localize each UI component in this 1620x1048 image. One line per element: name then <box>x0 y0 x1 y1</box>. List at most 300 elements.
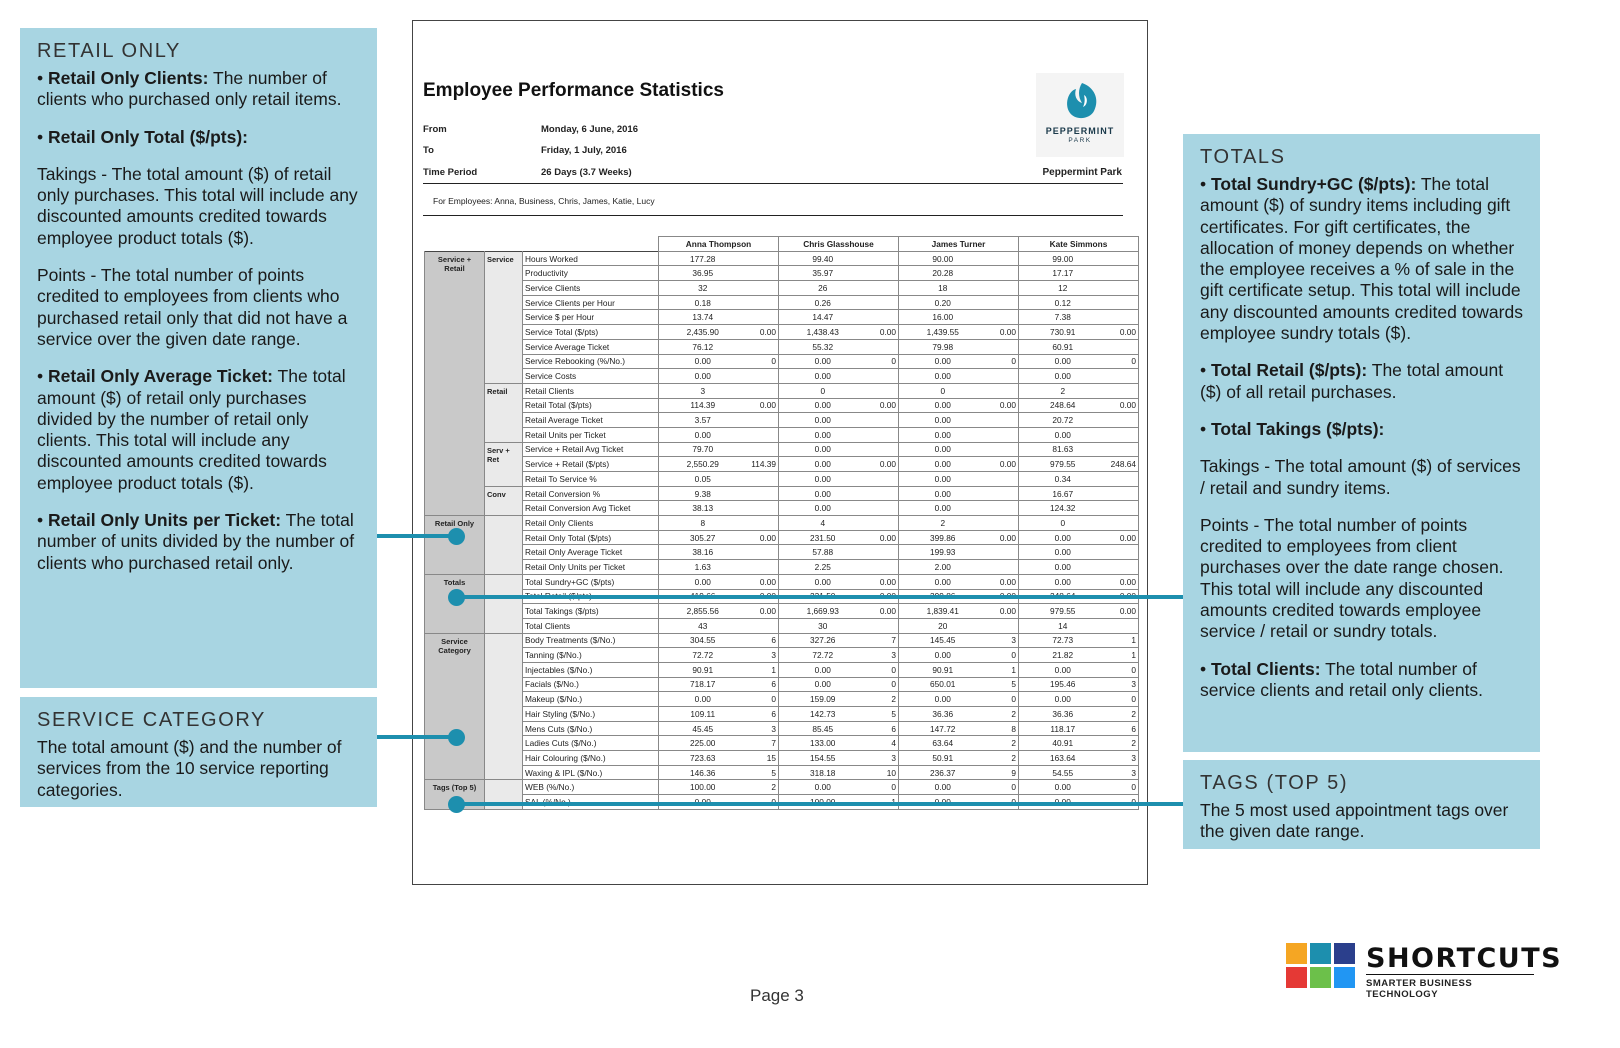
table-row <box>425 765 1139 780</box>
metric-value: 99.40 <box>779 251 867 266</box>
metric-points: 15 <box>747 751 779 766</box>
metric-label: WEB (%/No.) <box>523 780 659 795</box>
metric-value: 0.00 <box>1019 545 1107 560</box>
metric-value: 16.00 <box>899 310 987 325</box>
metric-points <box>1107 427 1139 442</box>
metric-label: Retail Average Ticket <box>523 413 659 428</box>
metric-points: 3 <box>747 648 779 663</box>
stats-table <box>424 236 1139 810</box>
metric-label: Retail Units per Ticket <box>523 427 659 442</box>
metric-points <box>747 545 779 560</box>
metric-points <box>987 383 1019 398</box>
metric-label: Retail Total ($/pts) <box>523 398 659 413</box>
metric-value: 13.74 <box>659 310 747 325</box>
metric-points <box>987 516 1019 531</box>
totals-item: • Total Takings ($/pts): <box>1200 418 1385 439</box>
group-label: Service <box>485 251 523 383</box>
metric-value: 231.50 <box>779 530 867 545</box>
table-row <box>425 310 1139 325</box>
metric-value: 0.00 <box>1019 574 1107 589</box>
service-category-heading: SERVICE CATEGORY <box>37 709 266 731</box>
metric-points: 6 <box>747 633 779 648</box>
metric-points <box>747 501 779 516</box>
metric-value: 177.28 <box>659 251 747 266</box>
metric-value: 0 <box>899 383 987 398</box>
metric-points: 2 <box>987 707 1019 722</box>
retail_only-item-term: Retail Only Clients: <box>48 68 209 88</box>
metric-value: 0.34 <box>1019 472 1107 487</box>
metric-value: 85.45 <box>779 721 867 736</box>
metric-points: 0.00 <box>747 398 779 413</box>
metric-value: 35.97 <box>779 266 867 281</box>
metric-value: 79.98 <box>899 339 987 354</box>
metric-value: 0.00 <box>899 369 987 384</box>
metric-value: 159.09 <box>779 692 867 707</box>
metric-value: 36.36 <box>899 707 987 722</box>
metric-value: 163.64 <box>1019 751 1107 766</box>
metric-points: 0.00 <box>987 398 1019 413</box>
table-row <box>425 560 1139 575</box>
metric-points <box>987 501 1019 516</box>
table-row <box>425 516 1139 531</box>
metric-points <box>867 310 899 325</box>
metric-value: 72.72 <box>779 648 867 663</box>
metric-value: 0.12 <box>1019 295 1107 310</box>
table-row <box>425 369 1139 384</box>
metric-value: 0.00 <box>1019 662 1107 677</box>
metric-points <box>1107 295 1139 310</box>
service-category-text: The total amount ($) and the number of services from the 10 service reporting categories. <box>37 737 342 800</box>
metric-points <box>747 486 779 501</box>
retail_only-item <box>37 164 360 249</box>
metric-points: 0 <box>747 354 779 369</box>
metric-points <box>867 472 899 487</box>
metric-points: 5 <box>747 765 779 780</box>
metric-value: 0.05 <box>659 472 747 487</box>
retail-only-items <box>37 68 360 574</box>
totals-item-term: Total Retail ($/pts): <box>1211 360 1368 381</box>
metric-value: 0.00 <box>779 574 867 589</box>
metric-points <box>747 266 779 281</box>
metric-points: 3 <box>987 633 1019 648</box>
metric-value: 0.00 <box>899 648 987 663</box>
metric-value: 1.63 <box>659 560 747 575</box>
metric-points: 2 <box>987 751 1019 766</box>
metric-points <box>747 413 779 428</box>
metric-value: 199.93 <box>899 545 987 560</box>
metric-value: 225.00 <box>659 736 747 751</box>
totals-item-term: Total Clients: <box>1211 658 1321 679</box>
metric-points: 0 <box>867 677 899 692</box>
metric-points: 0.00 <box>1107 530 1139 545</box>
metric-points: 0 <box>1107 692 1139 707</box>
metric-points: 2 <box>987 736 1019 751</box>
metric-value: 0.00 <box>779 501 867 516</box>
retail_only-item-text: Takings - The total amount ($) of retail only purchases. This total will include any discounted amounts credited towards employee product totals ($). <box>37 163 358 248</box>
logo-square <box>1334 967 1355 988</box>
metric-points <box>1107 472 1139 487</box>
metric-points: 0.00 <box>867 325 899 340</box>
table-row <box>425 648 1139 663</box>
metric-value: 2.00 <box>899 560 987 575</box>
metric-points: 3 <box>1107 751 1139 766</box>
metric-points <box>747 295 779 310</box>
tags-connector <box>457 802 1183 806</box>
metric-value: 90.00 <box>899 251 987 266</box>
metric-label: Tanning ($/No.) <box>523 648 659 663</box>
metric-points: 6 <box>867 721 899 736</box>
table-row <box>425 707 1139 722</box>
metric-points: 0 <box>1107 662 1139 677</box>
metric-points <box>747 369 779 384</box>
metric-value: 236.37 <box>899 765 987 780</box>
metric-points <box>987 339 1019 354</box>
employee-header: Kate Simmons <box>1019 237 1139 252</box>
metric-points <box>1107 442 1139 457</box>
metric-value: 114.39 <box>659 398 747 413</box>
table-row <box>425 281 1139 296</box>
metric-value: 0.00 <box>779 442 867 457</box>
metric-value: 57.88 <box>779 545 867 560</box>
metric-value: 55.32 <box>779 339 867 354</box>
metric-value: 16.67 <box>1019 486 1107 501</box>
table-row <box>425 295 1139 310</box>
retail_only-item-text: The total number of units divided by the number of clients who purchased retail only. <box>37 510 355 573</box>
header-rule <box>423 183 1123 184</box>
metric-label: Hair Colouring ($/No.) <box>523 751 659 766</box>
metric-label: Productivity <box>523 266 659 281</box>
metric-points: 7 <box>867 633 899 648</box>
metric-points <box>1107 413 1139 428</box>
table-row <box>425 751 1139 766</box>
retail_only-item <box>37 265 360 350</box>
metric-label: Service $ per Hour <box>523 310 659 325</box>
metric-points: 0.00 <box>747 604 779 619</box>
metric-points <box>747 281 779 296</box>
table-row <box>425 501 1139 516</box>
metric-value: 0.00 <box>1019 780 1107 795</box>
metric-label: Total Sundry+GC ($/pts) <box>523 574 659 589</box>
metric-value: 0.18 <box>659 295 747 310</box>
retail_only-item-term: Retail Only Average Ticket: <box>48 366 273 387</box>
metric-value: 40.91 <box>1019 736 1107 751</box>
metric-value: 979.55 <box>1019 604 1107 619</box>
metric-value: 147.72 <box>899 721 987 736</box>
metric-label: Retail Conversion Avg Ticket <box>523 501 659 516</box>
logo-square <box>1286 967 1307 988</box>
metric-label: Mens Cuts ($/No.) <box>523 721 659 736</box>
metric-points <box>867 618 899 633</box>
metric-value: 730.91 <box>1019 325 1107 340</box>
logo-line2: PARK <box>1068 137 1092 144</box>
metric-value: 0.00 <box>779 780 867 795</box>
metric-value: 109.11 <box>659 707 747 722</box>
metric-points <box>987 486 1019 501</box>
metric-value: 18 <box>899 281 987 296</box>
metric-value: 2,550.29 <box>659 457 747 472</box>
metric-value: 63.64 <box>899 736 987 751</box>
table-row <box>425 736 1139 751</box>
totals-connector-dot <box>448 589 465 606</box>
totals-item: • Total Sundry+GC ($/pts): The total amount ($) of sundry items including gift certificates. For gift certificates, the allocation of money depends on whether the employee receives a % of sale in the gift certificate setup. This total will include any discounted amounts credited towards employee sundry totals ($). <box>1200 174 1523 344</box>
metric-points <box>747 339 779 354</box>
metric-value: 3 <box>659 383 747 398</box>
meta-to-value: Friday, 1 July, 2016 <box>541 145 627 156</box>
totals-connector <box>457 595 1183 599</box>
metric-value: 0.00 <box>899 501 987 516</box>
table-row <box>425 633 1139 648</box>
metric-value: 0.00 <box>899 780 987 795</box>
table-row <box>425 604 1139 619</box>
totals-item-text: The total number of service clients and retail only clients. <box>1200 658 1484 700</box>
corner-blank <box>425 237 485 252</box>
metric-label: Injectables ($/No.) <box>523 662 659 677</box>
metric-value: 38.13 <box>659 501 747 516</box>
metric-value: 0.00 <box>659 427 747 442</box>
retail_only-item-text: The total amount ($) of retail only purchases divided by the number of retail only clients. This total will include any discounted amounts credited towards employee product totals ($). <box>37 366 346 493</box>
logo-square <box>1310 967 1331 988</box>
metric-points <box>987 545 1019 560</box>
metric-value: 50.91 <box>899 751 987 766</box>
metric-value: 0.00 <box>659 354 747 369</box>
metric-label: Service + Retail Avg Ticket <box>523 442 659 457</box>
metric-points: 3 <box>1107 677 1139 692</box>
metric-label: Service Clients per Hour <box>523 295 659 310</box>
metric-points: 1 <box>1107 648 1139 663</box>
metric-points <box>867 251 899 266</box>
peppermint-park-logo <box>1036 73 1124 157</box>
metric-value: 0.26 <box>779 295 867 310</box>
metric-value: 38.16 <box>659 545 747 560</box>
metric-value: 0.00 <box>1019 692 1107 707</box>
totals-item-term: Total Sundry+GC ($/pts): <box>1211 174 1417 194</box>
section-label: Service + Retail <box>425 251 485 515</box>
metric-value: 36.95 <box>659 266 747 281</box>
metric-label: Hair Styling ($/No.) <box>523 707 659 722</box>
metric-points: 0 <box>867 662 899 677</box>
table-row <box>425 398 1139 413</box>
metric-value: 12 <box>1019 281 1107 296</box>
metric-value: 318.18 <box>779 765 867 780</box>
metric-value: 7.38 <box>1019 310 1107 325</box>
corner-blank <box>485 237 523 252</box>
metric-value: 0.00 <box>659 692 747 707</box>
metric-label: Waxing & IPL ($/No.) <box>523 765 659 780</box>
metric-value: 154.55 <box>779 751 867 766</box>
metric-points <box>867 545 899 560</box>
metric-points: 0.00 <box>867 398 899 413</box>
totals-item-text: Takings - The total amount ($) of services / retail and sundry items. <box>1200 456 1521 498</box>
metric-points: 0 <box>987 648 1019 663</box>
metric-value: 14.47 <box>779 310 867 325</box>
metric-label: Service + Retail ($/pts) <box>523 457 659 472</box>
retail_only-item-term: Retail Only Total ($/pts): <box>48 126 248 147</box>
metric-points <box>867 339 899 354</box>
metric-value: 72.73 <box>1019 633 1107 648</box>
metric-value: 0.00 <box>779 427 867 442</box>
totals-item-term: Total Takings ($/pts): <box>1211 418 1385 439</box>
metric-points <box>747 251 779 266</box>
metric-points <box>1107 281 1139 296</box>
stats-table-wrap <box>424 236 1139 810</box>
metric-points <box>987 427 1019 442</box>
metric-label: Retail Clients <box>523 383 659 398</box>
table-row <box>425 413 1139 428</box>
metric-value: 0.00 <box>779 354 867 369</box>
metric-points <box>987 251 1019 266</box>
meta-period-value: 26 Days (3.7 Weeks) <box>541 167 632 178</box>
metric-points <box>867 281 899 296</box>
metric-value: 650.01 <box>899 677 987 692</box>
table-row <box>425 325 1139 340</box>
metric-points: 0.00 <box>867 530 899 545</box>
metric-value: 979.55 <box>1019 457 1107 472</box>
metric-points: 0.00 <box>1107 325 1139 340</box>
table-row <box>425 472 1139 487</box>
metric-value: 399.86 <box>899 530 987 545</box>
metric-value: 43 <box>659 618 747 633</box>
metric-points <box>1107 501 1139 516</box>
metric-label: Retail Conversion % <box>523 486 659 501</box>
peppermint-leaf-icon <box>1064 81 1100 121</box>
metric-points: 0.00 <box>987 325 1019 340</box>
metric-value: 20.72 <box>1019 413 1107 428</box>
brand-rule <box>1366 974 1534 975</box>
metric-value: 0.00 <box>779 369 867 384</box>
report-page <box>412 20 1148 885</box>
metric-points <box>747 560 779 575</box>
table-row <box>425 662 1139 677</box>
metric-value: 20 <box>899 618 987 633</box>
metric-points <box>867 295 899 310</box>
metric-value: 0.00 <box>899 457 987 472</box>
metric-points: 6 <box>747 707 779 722</box>
employee-header: James Turner <box>899 237 1019 252</box>
metric-points <box>867 413 899 428</box>
meta-period-label: Time Period <box>423 167 478 178</box>
metric-points: 0.00 <box>867 457 899 472</box>
table-row <box>425 530 1139 545</box>
totals-heading: TOTALS <box>1200 146 1286 168</box>
metric-points: 0.00 <box>1107 574 1139 589</box>
metric-points <box>867 516 899 531</box>
section-label: Totals <box>425 574 485 633</box>
metric-value: 1,669.93 <box>779 604 867 619</box>
metric-points <box>867 266 899 281</box>
metric-points: 0 <box>987 780 1019 795</box>
metric-points <box>1107 560 1139 575</box>
metric-value: 0.00 <box>779 413 867 428</box>
table-row <box>425 251 1139 266</box>
metric-value: 2,855.56 <box>659 604 747 619</box>
metric-points: 10 <box>867 765 899 780</box>
metric-value: 0.00 <box>779 677 867 692</box>
totals-item-text: The total amount ($) of sundry items including gift certificates. For gift certificates, the allocation of money depends on whether the employee receives a % of sale in the gift certificate setup. This total will include any discounted amounts credited towards employee sundry totals ($). <box>1200 174 1523 344</box>
metric-value: 723.63 <box>659 751 747 766</box>
metric-points <box>987 266 1019 281</box>
metric-value: 76.12 <box>659 339 747 354</box>
metric-points: 0 <box>1107 780 1139 795</box>
metric-value: 3.57 <box>659 413 747 428</box>
metric-points <box>987 413 1019 428</box>
metric-points: 0.00 <box>1107 604 1139 619</box>
metric-label: Service Clients <box>523 281 659 296</box>
metric-value: 0.00 <box>899 427 987 442</box>
totals-item <box>1200 456 1523 499</box>
metric-points <box>747 618 779 633</box>
metric-points <box>987 281 1019 296</box>
tags-heading: TAGS (TOP 5) <box>1200 772 1349 794</box>
metric-points: 8 <box>987 721 1019 736</box>
totals-item-text: Points - The total number of points credited to employees from client purchases over the date range chosen. This total will include any discounted amounts credited towards employee service / retail or sundry totals. <box>1200 514 1504 642</box>
table-row <box>425 339 1139 354</box>
metric-points: 5 <box>867 707 899 722</box>
metric-points: 0 <box>867 354 899 369</box>
metric-value: 0.00 <box>779 457 867 472</box>
metric-value: 0.20 <box>899 295 987 310</box>
metric-value: 8 <box>659 516 747 531</box>
section-label: Tags (Top 5) <box>425 780 485 809</box>
metric-value: 0.00 <box>1019 369 1107 384</box>
metric-points <box>1107 383 1139 398</box>
metric-points: 9 <box>987 765 1019 780</box>
metric-points: 2 <box>747 780 779 795</box>
employee-header: Chris Glasshouse <box>779 237 899 252</box>
metric-value: 26 <box>779 281 867 296</box>
metric-points: 3 <box>747 721 779 736</box>
metric-value: 0.00 <box>899 413 987 428</box>
metric-value: 327.26 <box>779 633 867 648</box>
metric-points: 0.00 <box>747 574 779 589</box>
table-row <box>425 574 1139 589</box>
table-row <box>425 780 1139 795</box>
metric-value: 0.00 <box>899 472 987 487</box>
table-row <box>425 677 1139 692</box>
metric-points: 6 <box>1107 721 1139 736</box>
retail_only-item: • Retail Only Average Ticket: The total amount ($) of retail only purchases divided by the number of retail only clients. This total will include any discounted amounts credited towards employee product totals ($). <box>37 366 346 493</box>
group-label: Retail <box>485 383 523 442</box>
shortcuts-logo <box>1286 940 1563 1000</box>
metric-value: 79.70 <box>659 442 747 457</box>
metric-value: 4 <box>779 516 867 531</box>
metric-points: 7 <box>747 736 779 751</box>
metric-value: 72.72 <box>659 648 747 663</box>
metric-value: 14 <box>1019 618 1107 633</box>
metric-points <box>867 442 899 457</box>
totals-annotation <box>1183 134 1540 752</box>
metric-points: 248.64 <box>1107 457 1139 472</box>
metric-value: 21.82 <box>1019 648 1107 663</box>
metric-points: 3 <box>867 751 899 766</box>
metric-value: 248.64 <box>1019 398 1107 413</box>
metric-label: Service Rebooking (%/No.) <box>523 354 659 369</box>
table-row <box>425 545 1139 560</box>
metric-points: 1 <box>1107 633 1139 648</box>
brand-tagline: SMARTER BUSINESS TECHNOLOGY <box>1366 978 1473 1000</box>
retail-only-annotation <box>20 28 377 688</box>
service-category-annotation <box>20 697 377 807</box>
metric-points: 4 <box>867 736 899 751</box>
metric-points <box>867 369 899 384</box>
metric-value: 0.00 <box>779 486 867 501</box>
metric-points: 0.00 <box>747 325 779 340</box>
metric-value: 145.45 <box>899 633 987 648</box>
metric-points <box>867 383 899 398</box>
metric-points <box>1107 369 1139 384</box>
retail_only-item: • Retail Only Units per Ticket: The total number of units divided by the number of clients who purchased retail only. <box>37 510 355 573</box>
metric-value: 100.00 <box>659 780 747 795</box>
table-row <box>425 457 1139 472</box>
